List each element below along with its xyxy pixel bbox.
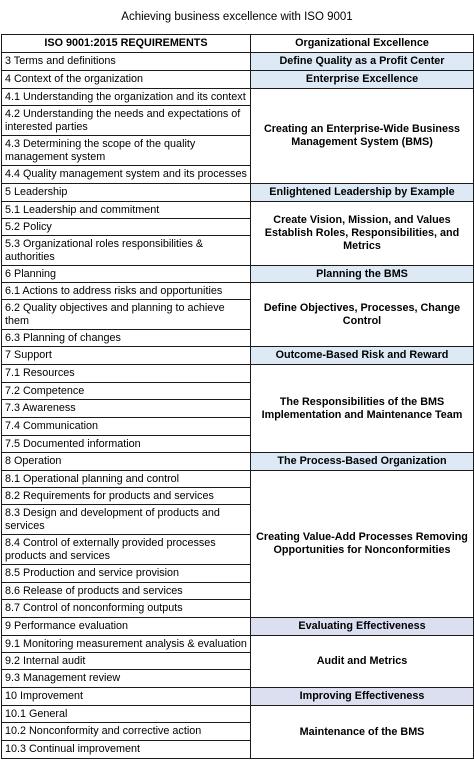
requirement-cell: 4.4 Quality management system and its processes	[2, 166, 251, 184]
document-title: Achieving business excellence with ISO 9001	[121, 11, 353, 23]
table-row	[2, 89, 474, 106]
requirement-cell: 6.3 Planning of changes	[2, 330, 251, 347]
excellence-description-cell: Creating an Enterprise-Wide Business Management System (BMS)	[251, 89, 474, 184]
requirement-cell: 6.1 Actions to address risks and opportunities	[2, 283, 251, 300]
requirement-cell: 6.2 Quality objectives and planning to achieve them	[2, 300, 251, 330]
excellence-section-heading: Evaluating Effectiveness	[251, 618, 474, 636]
requirement-cell: 8.1 Operational planning and control	[2, 471, 251, 488]
requirement-cell: 8.5 Production and service provision	[2, 565, 251, 583]
requirement-cell: 6 Planning	[2, 266, 251, 283]
requirement-cell: 8.2 Requirements for products and services	[2, 488, 251, 505]
table-row	[2, 184, 474, 202]
excellence-section-heading: Improving Effectiveness	[251, 688, 474, 706]
excellence-description-cell: Define Objectives, Processes, Change Control	[251, 283, 474, 347]
table-row	[2, 471, 474, 488]
table-row	[2, 53, 474, 71]
table-row	[2, 688, 474, 706]
table-row	[2, 266, 474, 283]
requirement-cell: 4.1 Understanding the organization and its context	[2, 89, 251, 106]
requirement-cell: 5.1 Leadership and commitment	[2, 202, 251, 219]
requirement-cell: 7.1 Resources	[2, 365, 251, 383]
excellence-section-heading: Planning the BMS	[251, 266, 474, 283]
table-row	[2, 636, 474, 653]
requirement-cell: 10.1 General	[2, 706, 251, 723]
excellence-description-cell: Creating Value-Add Processes Removing Opportunities for Nonconformities	[251, 471, 474, 618]
header-iso-requirements: ISO 9001:2015 REQUIREMENTS	[2, 35, 251, 53]
requirement-cell: 5.3 Organizational roles responsibilities & authorities	[2, 236, 251, 266]
excellence-description-cell: The Responsibilities of the BMS Implementation and Maintenance Team	[251, 365, 474, 453]
requirement-cell: 8.4 Control of externally provided processes products and services	[2, 535, 251, 565]
requirement-cell: 7.2 Competence	[2, 383, 251, 400]
excellence-description-cell: Maintenance of the BMS	[251, 706, 474, 759]
table-header-row	[2, 35, 474, 53]
requirement-cell: 4 Context of the organization	[2, 71, 251, 89]
requirement-cell: 9.2 Internal audit	[2, 653, 251, 670]
iso-requirements-table	[1, 34, 474, 759]
requirement-cell: 7.5 Documented information	[2, 436, 251, 453]
table-row	[2, 706, 474, 723]
requirement-cell: 9.1 Monitoring measurement analysis & evaluation	[2, 636, 251, 653]
table-row	[2, 453, 474, 471]
requirement-cell: 8.6 Release of products and services	[2, 583, 251, 600]
requirement-cell: 10 Improvement	[2, 688, 251, 706]
excellence-section-heading: Define Quality as a Profit Center	[251, 53, 474, 71]
excellence-section-heading: The Process-Based Organization	[251, 453, 474, 471]
table-row	[2, 202, 474, 219]
excellence-section-heading: Enlightened Leadership by Example	[251, 184, 474, 202]
requirement-cell: 9.3 Management review	[2, 670, 251, 688]
requirement-cell: 3 Terms and definitions	[2, 53, 251, 71]
excellence-section-heading: Outcome-Based Risk and Reward	[251, 347, 474, 365]
requirement-cell: 10.2 Nonconformity and corrective action	[2, 723, 251, 741]
table-row	[2, 365, 474, 383]
table-row	[2, 71, 474, 89]
table-body	[2, 53, 474, 759]
requirement-cell: 7 Support	[2, 347, 251, 365]
requirement-cell: 7.4 Communication	[2, 418, 251, 436]
table-row	[2, 283, 474, 300]
requirement-cell: 10.3 Continual improvement	[2, 741, 251, 759]
requirement-cell: 8 Operation	[2, 453, 251, 471]
requirement-cell: 5.2 Policy	[2, 219, 251, 236]
excellence-description-cell: Audit and Metrics	[251, 636, 474, 688]
requirement-cell: 8.7 Control of nonconforming outputs	[2, 600, 251, 618]
table-row	[2, 347, 474, 365]
header-organizational-excellence: Organizational Excellence	[251, 35, 474, 53]
requirement-cell: 4.3 Determining the scope of the quality management system	[2, 136, 251, 166]
requirement-cell: 7.3 Awareness	[2, 400, 251, 418]
requirement-cell: 9 Performance evaluation	[2, 618, 251, 636]
excellence-section-heading: Enterprise Excellence	[251, 71, 474, 89]
requirement-cell: 4.2 Understanding the needs and expectations of interested parties	[2, 106, 251, 136]
requirement-cell: 5 Leadership	[2, 184, 251, 202]
table-row	[2, 618, 474, 636]
excellence-description-cell: Create Vision, Mission, and Values Establish Roles, Responsibilities, and Metrics	[251, 202, 474, 266]
requirement-cell: 8.3 Design and development of products and services	[2, 505, 251, 535]
